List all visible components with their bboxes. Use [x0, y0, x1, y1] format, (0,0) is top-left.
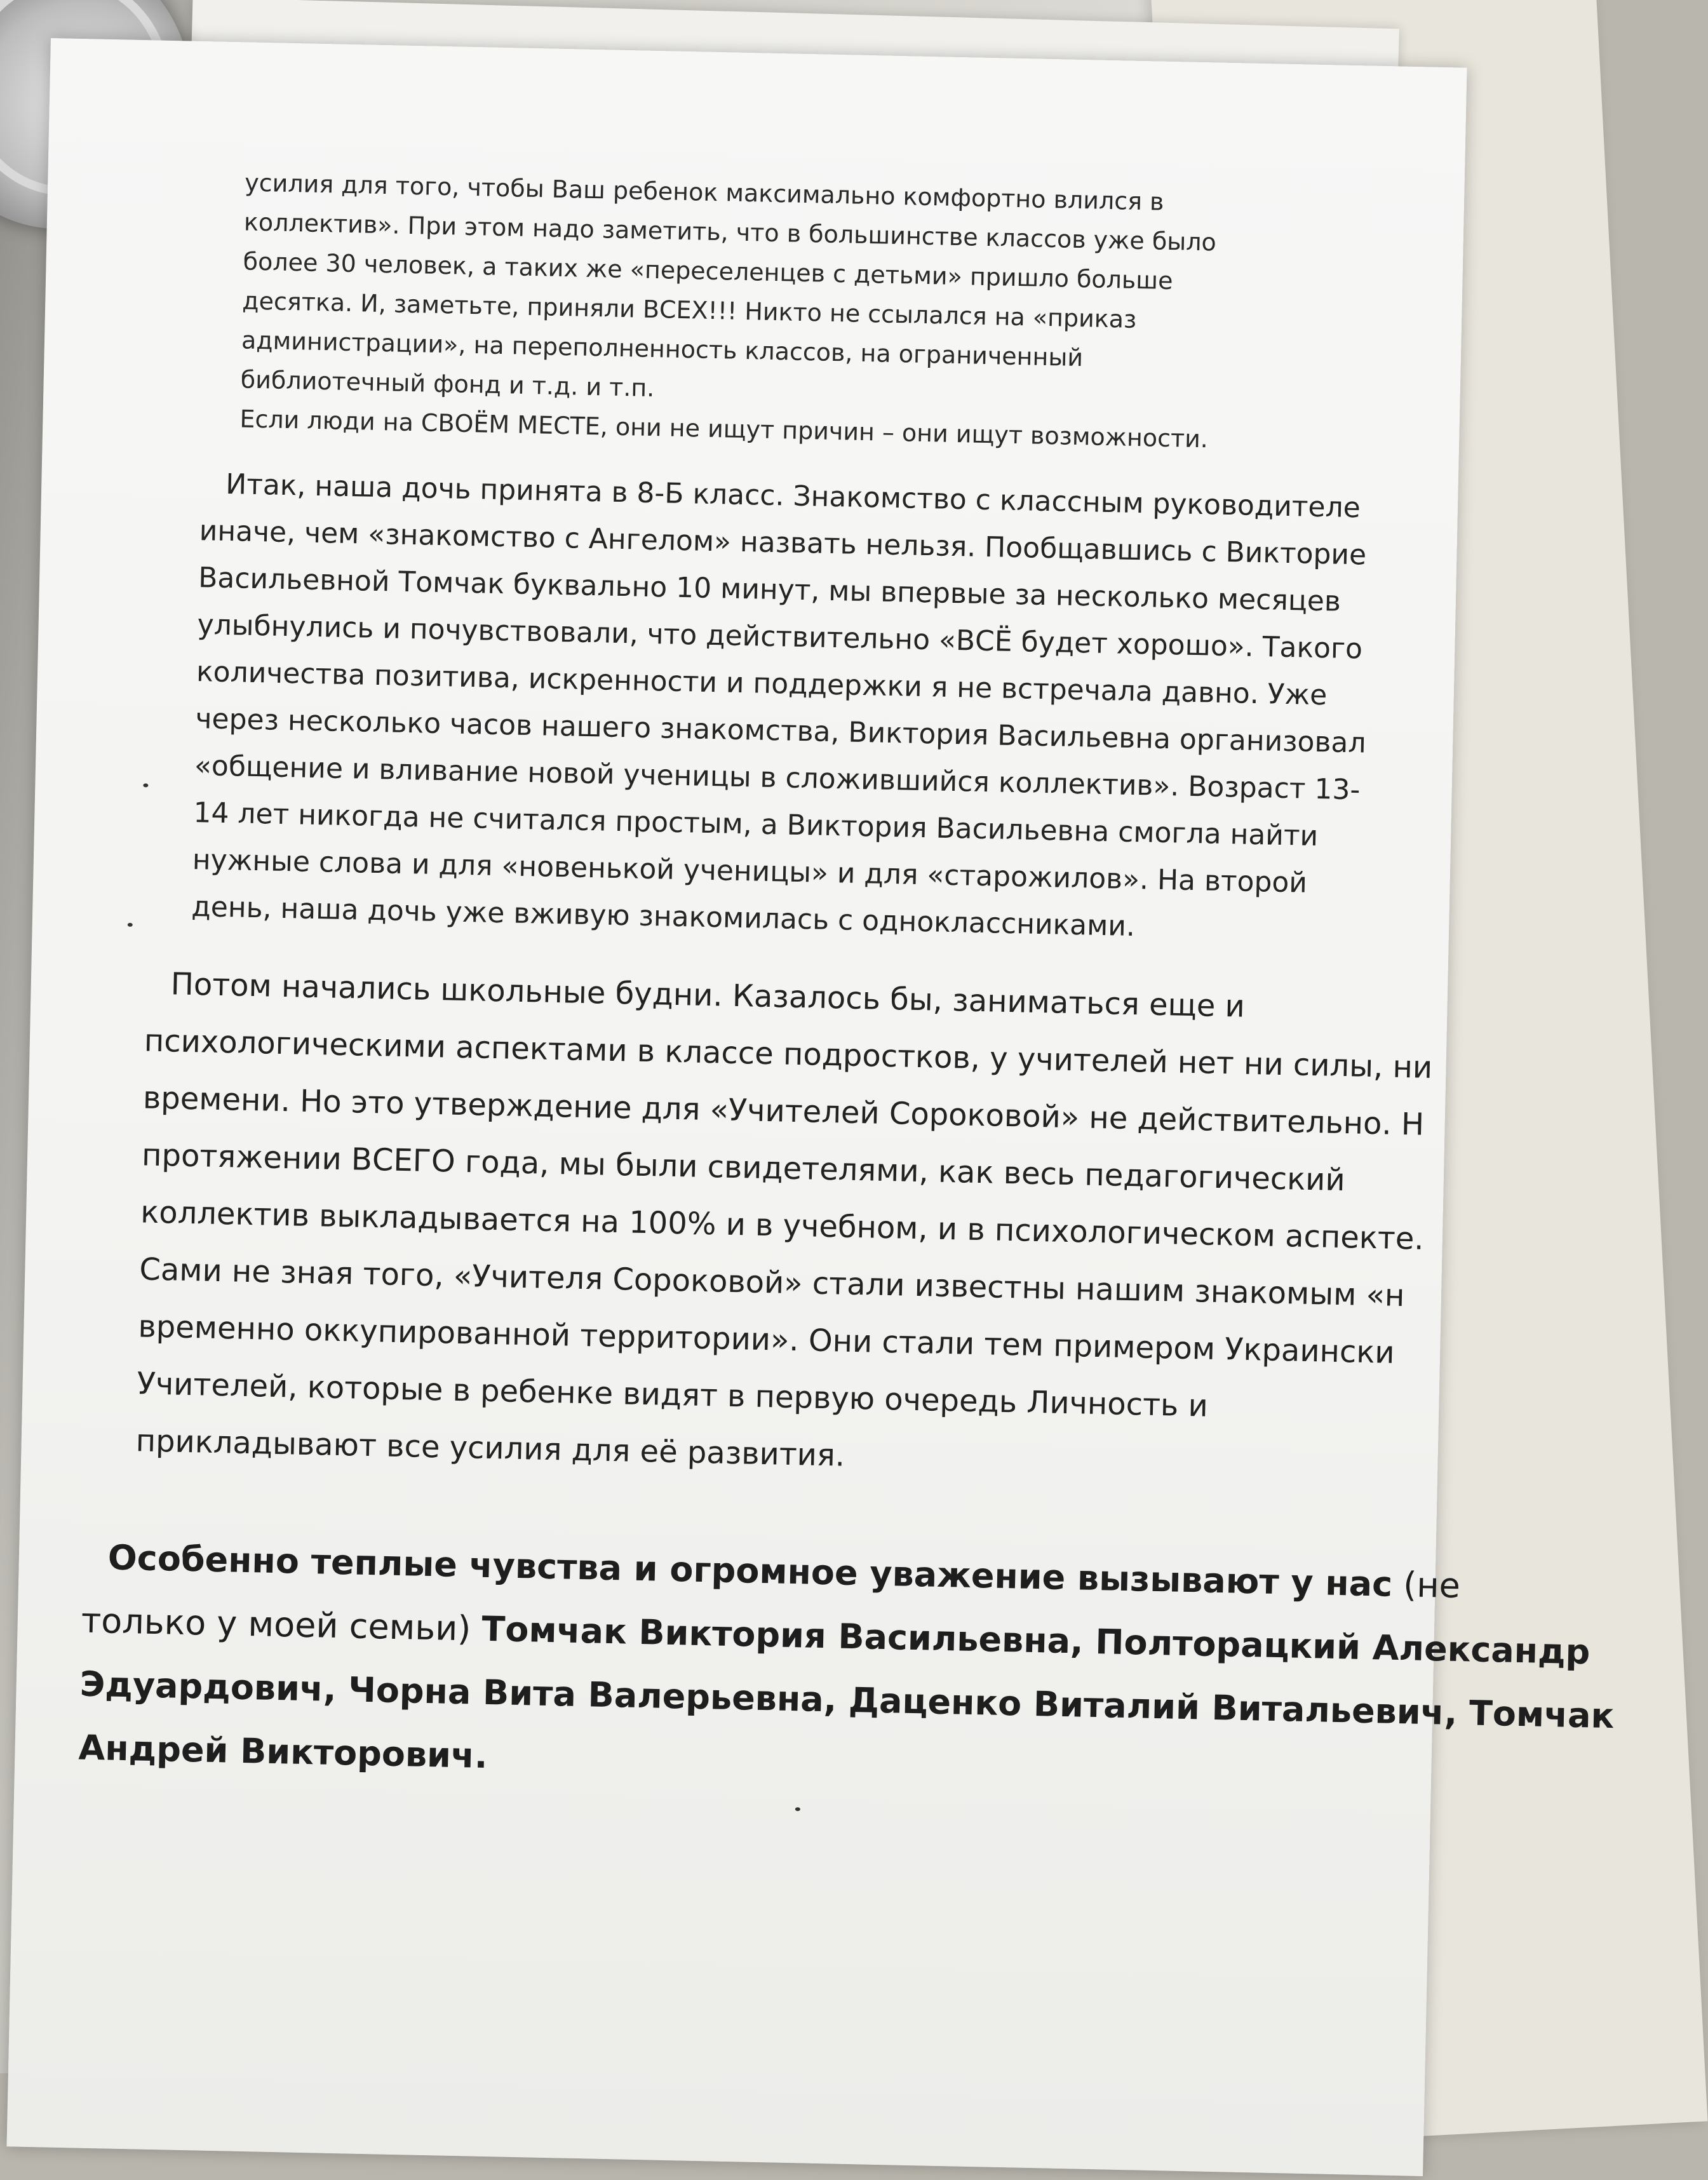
- normal-text: (не: [1392, 1564, 1461, 1606]
- paper-speck: [128, 923, 133, 927]
- paragraph-1-line: более 30 человек, а таких же «переселенцев с детьми» пришло больше: [243, 247, 1173, 295]
- paragraph-1-line: десятка. И, заметьте, приняли ВСЕХ!!! Никто не ссылался на «приказ: [241, 286, 1137, 333]
- paragraph-3-line: прикладывают все усилия для её развития.: [135, 1423, 845, 1474]
- normal-text: только у моей семьи): [81, 1600, 483, 1649]
- paragraph-1: [239, 163, 1218, 459]
- paragraph-4: [78, 1526, 1618, 1812]
- paragraph-2-line: Васильевной Томчак буквально 10 минут, мы впервые за несколько месяцев: [198, 562, 1342, 618]
- paragraph-1-line: библиотечный фонд и т.д. и т.п.: [240, 365, 655, 403]
- paragraph-3-line: Учителей, которые в ребенке видят в первую очередь Личность и: [137, 1366, 1209, 1424]
- paragraph-2-line: иначе, чем «знакомство с Ангелом» назвать нельзя. Пообщавшись с Викторие: [199, 515, 1367, 572]
- paper-speck: [795, 1807, 800, 1811]
- paragraph-3: [135, 955, 1434, 1496]
- document-page: [6, 38, 1615, 2176]
- paragraph-3-line: Потом начались школьные будни. Казалось бы, заниматься еще и: [170, 966, 1246, 1025]
- paper-speck: [143, 783, 148, 787]
- paragraph-1-line: администрации», на переполненность классов, на ограниченный: [241, 326, 1084, 372]
- paragraph-1-line: Если люди на СВОЁМ МЕСТЕ, они не ищут причин – они ищут возможности.: [239, 405, 1209, 454]
- paragraph-2-line: Итак, наша дочь принята в 8-Б класс. Знакомство с классным руководителе: [225, 468, 1361, 525]
- paragraph-2-line: «общение и вливание новой ученицы в сложившийся коллектив». Возраст 13-: [194, 749, 1361, 807]
- bold-text: Томчак Виктория Васильевна, Полторацкий Александр: [481, 1608, 1590, 1672]
- paragraph-2: [191, 461, 1371, 955]
- paragraph-1-line: коллектив». При этом надо заметить, что в большинстве классов уже было: [243, 208, 1217, 257]
- paragraph-2-line: нужные слова и для «новенькой ученицы» и для «старожилов». На второй: [192, 843, 1308, 899]
- bold-text: Особенно теплые чувства и огромное уважение вызывают у нас: [107, 1537, 1393, 1605]
- paragraph-2-line: день, наша дочь уже вживую знакомилась с одноклассниками.: [191, 890, 1136, 943]
- paragraph-3-line: психологическими аспектами в классе подростков, у учителей нет ни силы, ни: [144, 1023, 1433, 1086]
- paragraph-3-line: временно оккупированной территории». Они стали тем примером Украински: [137, 1309, 1395, 1371]
- paragraph-2-line: количества позитива, искренности и поддержки я не встречала давно. Уже: [196, 656, 1328, 712]
- paragraph-1-line: усилия для того, чтобы Ваш ребенок максимально комфортно влился в: [244, 168, 1164, 216]
- paragraph-2-line: 14 лет никогда не считался простым, а Виктория Васильевна смогла найти: [192, 796, 1319, 853]
- paragraph-4-line-4: Андрей Викторович.: [77, 1727, 488, 1776]
- paragraph-3-line: протяжении ВСЕГО года, мы были свидетелями, как весь педагогический: [141, 1137, 1346, 1199]
- paragraph-2-line: через несколько часов нашего знакомства, Виктория Васильевна организовал: [195, 703, 1367, 760]
- paragraph-3-line: времени. Но это утверждение для «Учителей Сороковой» не действительно. Н: [142, 1080, 1425, 1143]
- paragraph-3-line: Сами не зная того, «Учителя Сороковой» стали известны нашим знакомым «н: [138, 1251, 1405, 1314]
- paragraph-3-line: коллектив выкладывается на 100% и в учебном, и в психологическом аспекте.: [140, 1194, 1425, 1257]
- paragraph-4-line-3: Эдуардович, Чорна Вита Валерьевна, Даценко Виталий Витальевич, Томчак: [79, 1664, 1615, 1737]
- paragraph-2-line: улыбнулись и почувствовали, что действительно «ВСЁ будет хорошо». Такого: [197, 609, 1363, 666]
